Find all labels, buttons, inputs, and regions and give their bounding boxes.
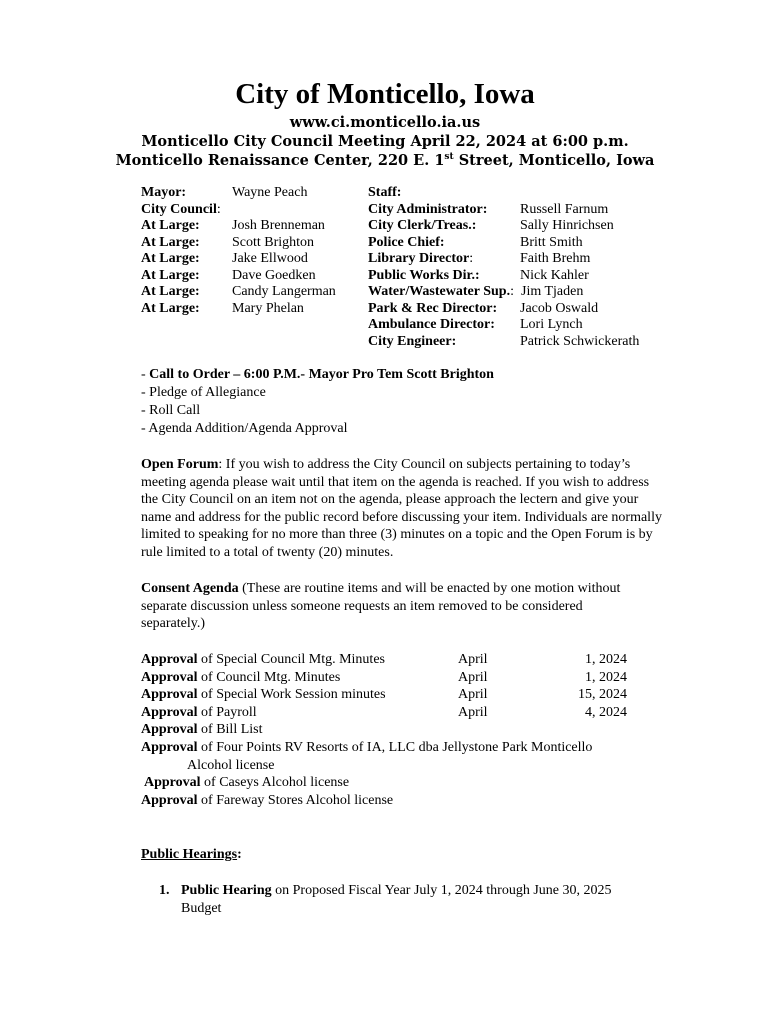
council-member-label: At Large:	[141, 267, 200, 283]
staff-name: Russell Farnum	[520, 201, 609, 217]
mayor-label: Mayor:	[141, 185, 187, 200]
staff-role: City Administrator:	[368, 201, 488, 217]
staff-name: Sally Hinrichsen	[520, 218, 614, 233]
council-member-label: At Large:	[141, 218, 200, 233]
hearing-number: 1.	[159, 883, 170, 898]
consent-item-continuation: Alcohol license	[187, 757, 275, 773]
consent-item: Approval of Fareway Stores Alcohol license	[141, 792, 394, 808]
council-member-label: At Large:	[141, 251, 200, 266]
staff-role: Ambulance Director:	[368, 317, 495, 332]
call-to-order: - Call to Order – 6:00 P.M.- Mayor Pro Tem Scott Brighton	[141, 367, 494, 382]
meeting-info: Monticello City Council Meeting April 22, 2024 at 6:00 p.m.	[141, 133, 629, 150]
council-member-name: Josh Brenneman	[232, 218, 325, 233]
consent-item: Approval of Caseys Alcohol license	[144, 775, 350, 791]
council-member-label: At Large:	[141, 234, 200, 250]
open-forum-paragraph: Open Forum: If you wish to address the City Council on subjects pertaining to today’s meeting agenda please wait until that item on the agenda is reached. If you wish to address the City Council on an item not on the agenda, please approach the lectern and give your name and address for the public record before discussing your item. Individuals are normally limited to speaking for no more than three (3) minutes on a topic and the Open Forum is by rule limited to a total of twenty (20) minutes.	[141, 457, 662, 560]
website-url: www.ci.monticello.ia.us	[289, 114, 481, 131]
consent-agenda-heading: Consent Agenda	[141, 581, 239, 596]
staff-role: Water/Wastewater Sup.:	[368, 284, 514, 299]
order-item: - Pledge of Allegiance	[141, 385, 266, 400]
hearing-item: Public Hearing on Proposed Fiscal Year July 1, 2024 through June 30, 2025	[181, 883, 612, 898]
consent-item: Approval of Special Council Mtg. Minutes	[141, 652, 385, 667]
consent-item: Approval of Council Mtg. Minutes	[141, 669, 341, 685]
staff-role: Police Chief:	[368, 234, 445, 250]
order-item: - Agenda Addition/Agenda Approval	[141, 421, 348, 436]
consent-item-day: 1, 2024	[585, 669, 627, 685]
consent-item-day: 15, 2024	[578, 687, 627, 703]
city-council-label: City Council:	[141, 201, 221, 217]
order-item: - Roll Call	[141, 403, 201, 418]
staff-name: Patrick Schwickerath	[520, 333, 640, 349]
consent-agenda-paragraph: Consent Agenda (These are routine items and will be enacted by one motion without separate discussion unless someone requests an item removed to be considered separately.)	[141, 581, 621, 632]
consent-item: Approval of Payroll	[141, 704, 257, 720]
staff-name: Faith Brehm	[520, 251, 591, 266]
staff-name: Jim Tjaden	[521, 284, 584, 299]
consent-item: Approval of Special Work Session minutes	[141, 687, 386, 703]
staff-name: Lori Lynch	[520, 317, 583, 332]
staff-role: Park & Rec Director:	[368, 300, 498, 316]
location-text-pre: Monticello Renaissance Center, 220 E. 1	[115, 152, 445, 169]
mayor-name: Wayne Peach	[232, 185, 308, 200]
consent-item-month: April	[458, 669, 488, 685]
page-title: City of Monticello, Iowa	[235, 78, 535, 110]
staff-role: Library Director:	[368, 251, 474, 266]
staff-role: City Clerk/Treas.:	[368, 218, 477, 233]
council-member-label: At Large:	[141, 300, 200, 316]
open-forum-heading: Open Forum	[141, 457, 219, 472]
council-member-label: At Large:	[141, 284, 200, 299]
consent-item-month: April	[458, 704, 488, 720]
consent-item-day: 4, 2024	[585, 704, 627, 720]
staff-heading: Staff:	[368, 185, 402, 200]
consent-item: Approval of Four Points RV Resorts of IA, LLC dba Jellystone Park Monticello	[141, 740, 593, 755]
staff-name: Britt Smith	[520, 234, 583, 250]
public-hearings-heading: Public Hearings:	[141, 847, 242, 862]
location-superscript: st	[444, 152, 454, 163]
consent-item-day: 1, 2024	[585, 652, 627, 667]
consent-item: Approval of Bill List	[141, 722, 263, 738]
staff-name: Nick Kahler	[520, 267, 589, 283]
consent-item-month: April	[458, 687, 488, 703]
staff-name: Jacob Oswald	[520, 300, 599, 316]
staff-role: Public Works Dir.:	[368, 267, 480, 283]
council-member-name: Mary Phelan	[232, 300, 304, 316]
consent-item-month: April	[458, 652, 488, 667]
location-text-post: Street, Monticello, Iowa	[453, 152, 655, 169]
staff-role: City Engineer:	[368, 333, 457, 349]
council-member-name: Candy Langerman	[232, 284, 336, 299]
council-member-name: Scott Brighton	[232, 234, 315, 250]
council-member-name: Dave Goedken	[232, 267, 316, 283]
hearing-item-continuation: Budget	[181, 900, 222, 916]
meeting-location	[0, 151, 770, 170]
council-member-name: Jake Ellwood	[232, 251, 308, 266]
